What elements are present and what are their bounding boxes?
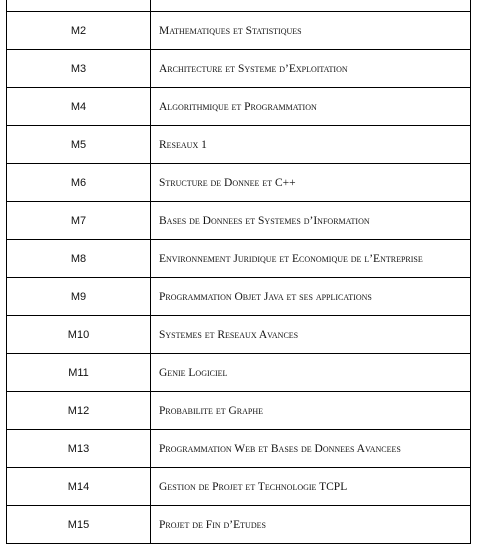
module-name: Genie Logiciel [151, 354, 471, 392]
module-name: Probabilite et Graphe [151, 392, 471, 430]
table-row [7, 392, 471, 430]
table-row [7, 0, 471, 12]
modules-table-container [6, 0, 471, 544]
table-row [7, 88, 471, 126]
table-row [7, 278, 471, 316]
module-code: M3 [7, 50, 151, 88]
module-code: M14 [7, 468, 151, 506]
module-name: Programmation Objet Java et ses applications [151, 278, 471, 316]
module-name [151, 0, 471, 12]
table-row [7, 316, 471, 354]
table-row [7, 126, 471, 164]
module-name: Reseaux 1 [151, 126, 471, 164]
table-row [7, 164, 471, 202]
table-row [7, 506, 471, 544]
module-name: Mathematiques et Statistiques [151, 12, 471, 50]
module-name: Projet de Fin d’Etudes [151, 506, 471, 544]
module-code: M9 [7, 278, 151, 316]
module-code: M12 [7, 392, 151, 430]
table-row [7, 50, 471, 88]
module-code: M15 [7, 506, 151, 544]
module-code: M7 [7, 202, 151, 240]
table-row [7, 468, 471, 506]
module-code: M2 [7, 12, 151, 50]
module-code: M13 [7, 430, 151, 468]
module-name: Algorithmique et Programmation [151, 88, 471, 126]
table-row [7, 240, 471, 278]
table-row [7, 12, 471, 50]
module-code: M10 [7, 316, 151, 354]
module-code: M5 [7, 126, 151, 164]
module-name: Environnement Juridique et Economique de l’Entreprise [151, 240, 471, 278]
module-name: Systemes et Reseaux Avances [151, 316, 471, 354]
module-name: Gestion de Projet et Technologie TCPL [151, 468, 471, 506]
module-name: Programmation Web et Bases de Donnees Avancees [151, 430, 471, 468]
module-code: M11 [7, 354, 151, 392]
module-name: Bases de Donnees et Systemes d’Information [151, 202, 471, 240]
table-row [7, 354, 471, 392]
modules-table [6, 0, 471, 544]
table-row [7, 202, 471, 240]
module-code: M6 [7, 164, 151, 202]
module-code [7, 0, 151, 12]
module-name: Architecture et Systeme d’Exploitation [151, 50, 471, 88]
module-code: M8 [7, 240, 151, 278]
table-row [7, 430, 471, 468]
module-name: Structure de Donnee et C++ [151, 164, 471, 202]
module-code: M4 [7, 88, 151, 126]
